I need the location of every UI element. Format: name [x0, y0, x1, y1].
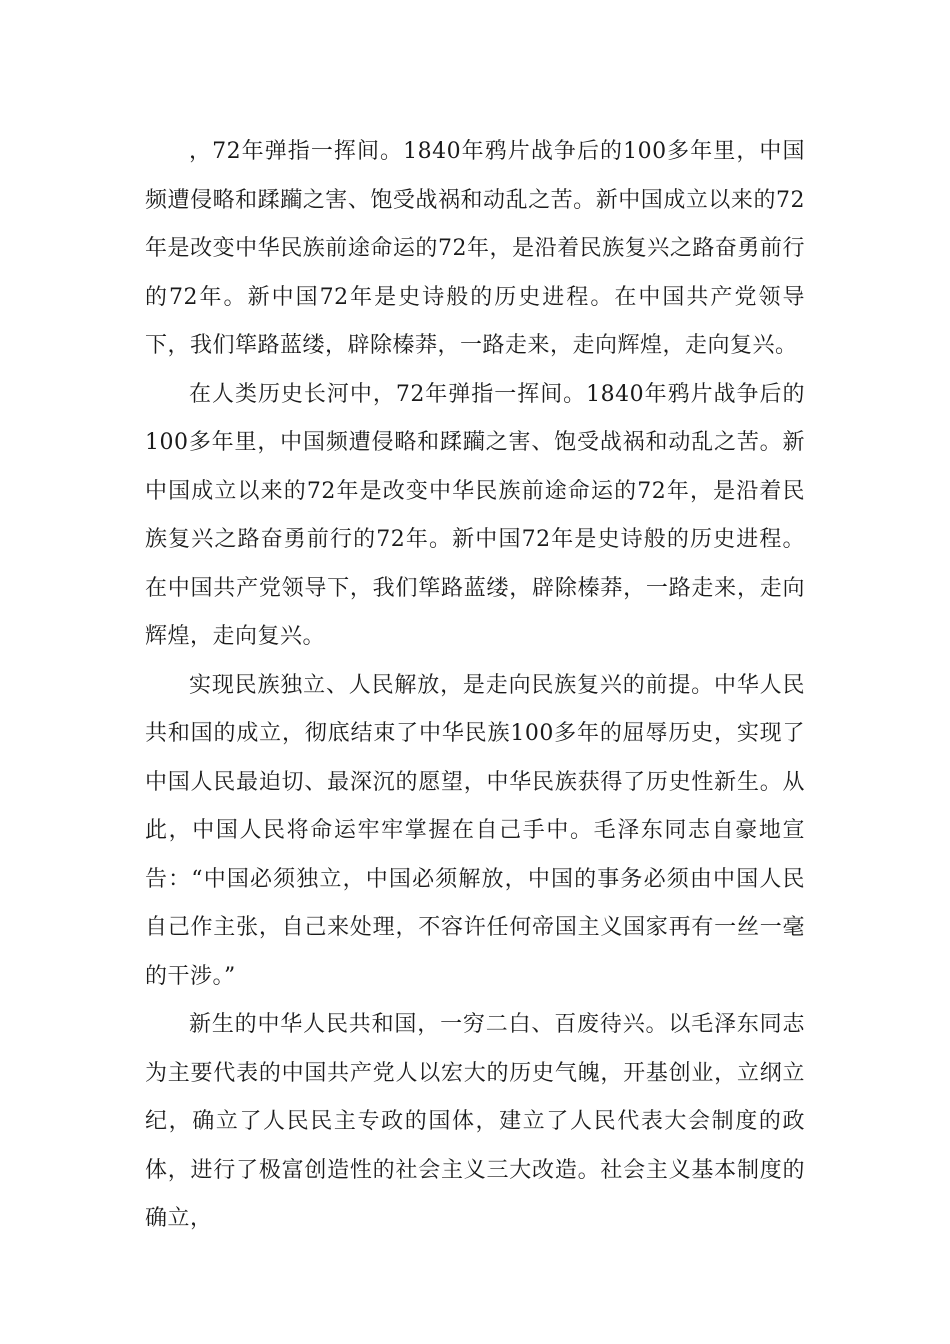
paragraph-3: 实现民族独立、人民解放，是走向民族复兴的前提。中华人民共和国的成立，彻底结束了中华民族100多年的屈辱历史，实现了中国人民最迫切、最深沉的愿望，中华民族获得了历史性新生。从此，中国人民将命运牢牢掌握在自己手中。毛泽东同志自豪地宣告：“中国必须独立，中国必须解放，中国的事务必须由中国人民自己作主张，自己来处理，不容许任何帝国主义国家再有一丝一毫的干涉。” — [145, 672, 805, 989]
paragraph-4: 新生的中华人民共和国，一穷二白、百废待兴。以毛泽东同志为主要代表的中国共产党人以宏大的历史气魄，开基创业，立纲立纪，确立了人民民主专政的国体，建立了人民代表大会制度的政体，进行了极富创造性的社会主义三大改造。社会主义基本制度的确立， — [145, 1012, 805, 1231]
document-body — [145, 128, 805, 1244]
paragraph-2: 在人类历史长河中，72年弹指一挥间。1840年鸦片战争后的100多年里，中国频遭侵略和蹂躏之害、饱受战祸和动乱之苦。新中国成立以来的72年是改变中华民族前途命运的72年，是沿着民族复兴之路奋勇前行的72年。新中国72年是史诗般的历史进程。在中国共产党领导下，我们筚路蓝缕，辟除榛莽，一路走来，走向辉煌，走向复兴。 — [145, 381, 805, 649]
paragraph-1: ，72年弹指一挥间。1840年鸦片战争后的100多年里，中国频遭侵略和蹂躏之害、饱受战祸和动乱之苦。新中国成立以来的72年是改变中华民族前途命运的72年，是沿着民族复兴之路奋勇前行的72年。新中国72年是史诗般的历史进程。在中国共产党领导下，我们筚路蓝缕，辟除榛莽，一路走来，走向辉煌，走向复兴。 — [145, 139, 805, 358]
